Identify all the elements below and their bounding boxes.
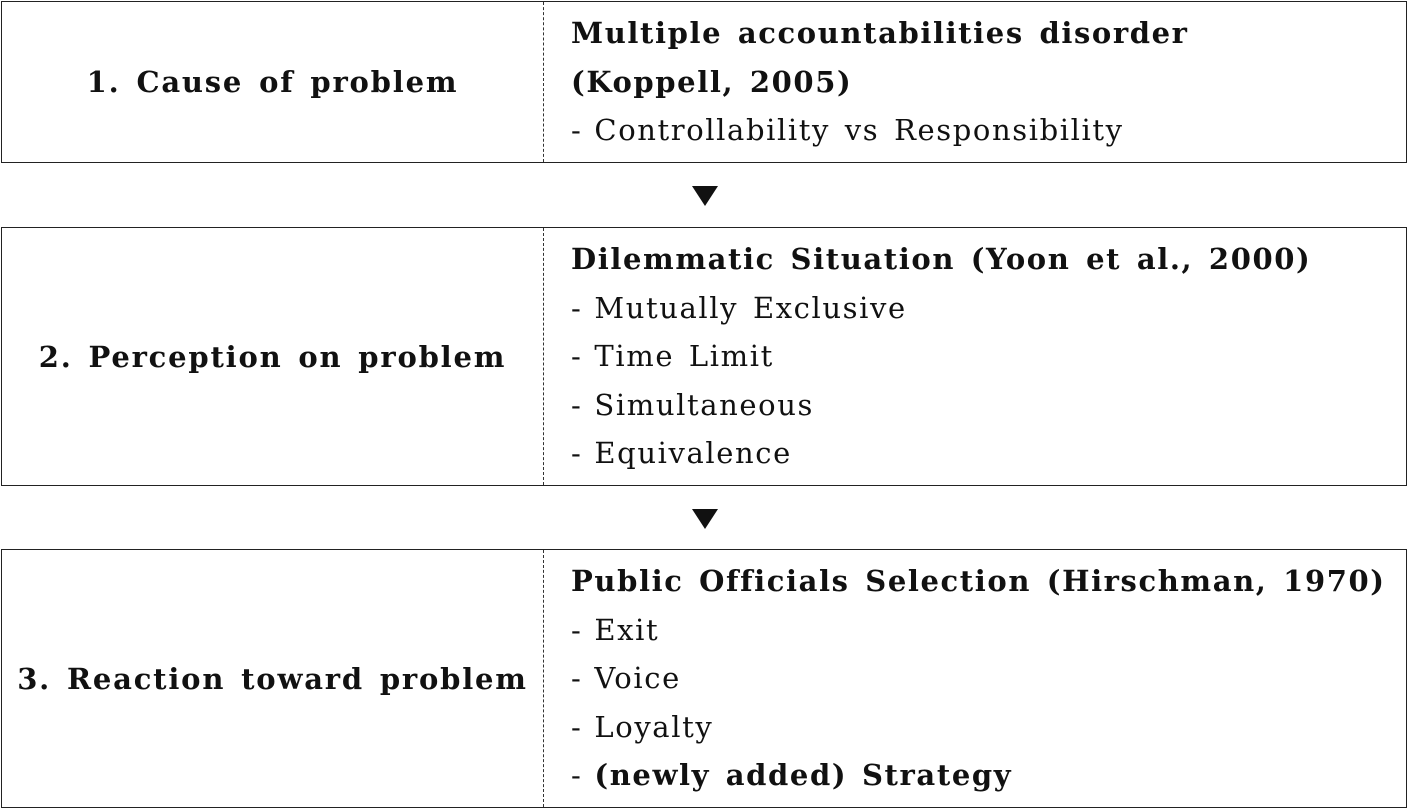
stage-item	[571, 654, 1406, 703]
stage-item	[571, 703, 1406, 752]
item-text: Time Limit	[594, 339, 774, 374]
item-text: Simultaneous	[594, 387, 815, 422]
item-text: Exit	[594, 612, 660, 647]
stage-label-cell	[2, 2, 544, 162]
stage-heading-line: (Koppell, 2005)	[571, 64, 853, 99]
stage-item	[571, 381, 1406, 430]
item-text: Controllability vs Responsibility	[594, 113, 1124, 148]
stage-content-cell	[544, 228, 1406, 485]
item-text: Equivalence	[594, 436, 792, 471]
stage-label-perception: 2. Perception on problem	[38, 339, 507, 374]
item-dash: -	[571, 709, 583, 744]
item-dash: -	[571, 758, 583, 793]
item-dash: -	[571, 339, 583, 374]
stage-heading-line: Public Officials Selection (Hirschman, 1970)	[571, 564, 1386, 599]
stage-item	[571, 606, 1406, 655]
stage-content-cell	[544, 2, 1406, 162]
stage-label-cause: 1. Cause of problem	[86, 65, 459, 99]
stage-item	[571, 284, 1406, 333]
stage-heading-line: Multiple accountabilities disorder	[571, 16, 1189, 51]
stage-box-perception	[1, 227, 1407, 486]
stage-item	[571, 106, 1406, 155]
item-text: Mutually Exclusive	[594, 290, 907, 325]
item-dash: -	[571, 387, 583, 422]
stage-content-cell	[544, 550, 1406, 807]
item-text: Loyalty	[594, 709, 714, 744]
item-dash: -	[571, 436, 583, 471]
down-arrow-icon	[692, 186, 718, 206]
stage-label-reaction: 3. Reaction toward problem	[17, 661, 528, 696]
item-prefix: (newly added)	[594, 758, 848, 793]
stage-item	[571, 429, 1406, 478]
stage-box-cause	[1, 1, 1407, 163]
item-dash: -	[571, 661, 583, 696]
stage-label-cell	[2, 228, 544, 485]
item-text: Voice	[594, 661, 681, 696]
item-dash: -	[571, 290, 583, 325]
stage-box-reaction	[1, 549, 1407, 808]
item-text: Strategy	[862, 758, 1013, 793]
item-dash: -	[571, 612, 583, 647]
down-arrow-icon	[692, 509, 718, 529]
item-dash: -	[571, 113, 583, 148]
stage-item	[571, 332, 1406, 381]
stage-heading-line: Dilemmatic Situation (Yoon et al., 2000)	[571, 242, 1312, 277]
stage-label-cell	[2, 550, 544, 807]
stage-item	[571, 751, 1406, 800]
